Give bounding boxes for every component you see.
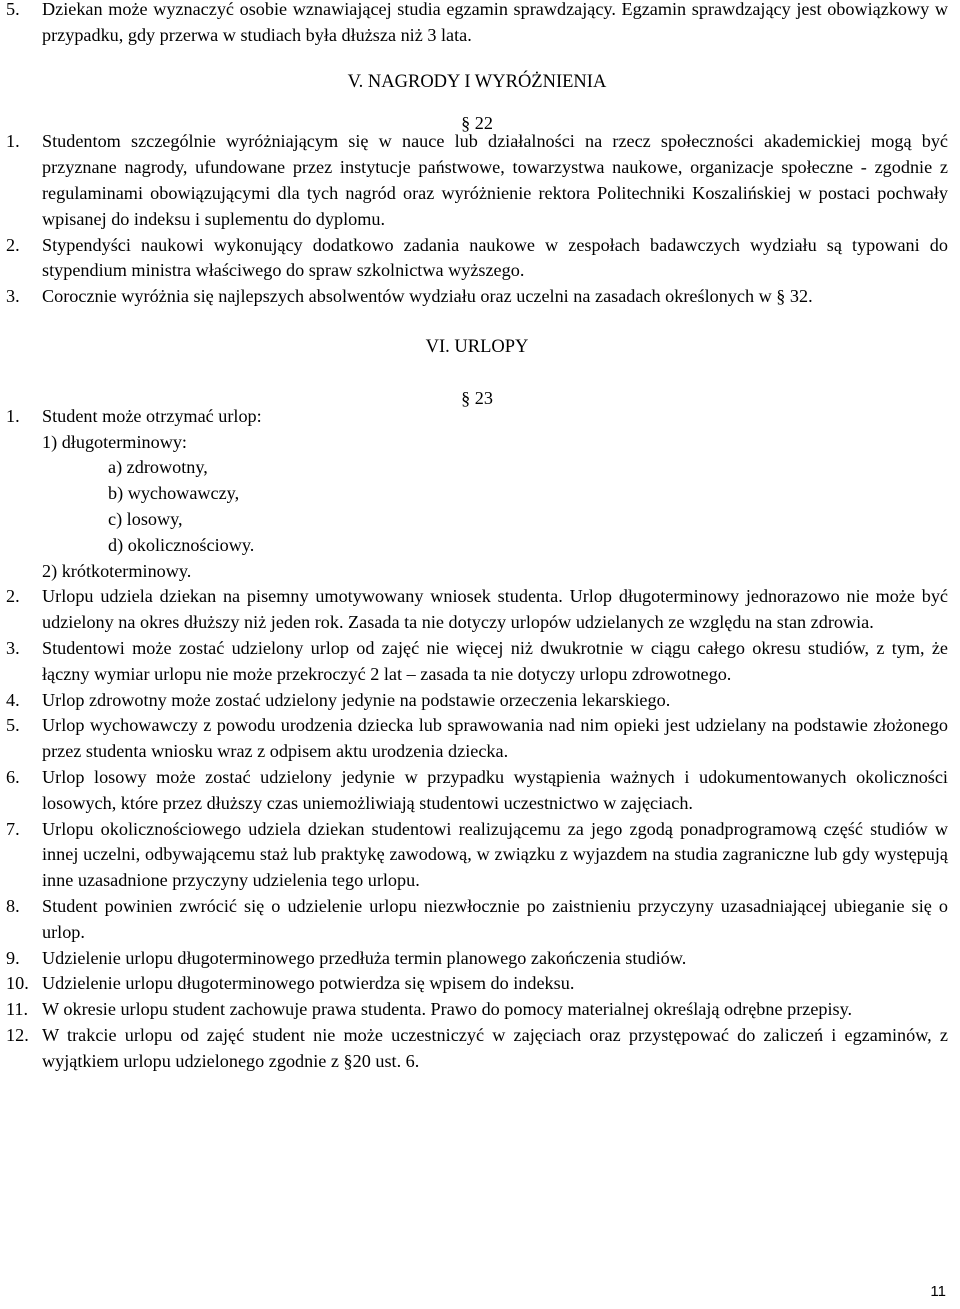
- section-vi-heading: VI. URLOPY: [425, 336, 529, 357]
- item-text: W okresie urlopu student zachowuje prawa studenta. Prawo do pomocy materialnej określają odrębne przepisy.: [42, 999, 853, 1020]
- section-v-heading: V. NAGRODY I WYRÓŻNIENIA: [347, 71, 607, 92]
- item-text: Urlopu udziela dziekan na pisemny umotywowany wniosek studenta. Urlop długoterminowy jednorazowo nie może być udzielony na okres dłuższy niż jeden rok. Zasada ta nie dotyczy urlopów udzielanych ze względu na stan zdrowia.: [42, 586, 948, 633]
- list-item: [0, 233, 948, 285]
- item-number: 6.: [6, 766, 20, 787]
- item-text: Student może otrzymać urlop:: [42, 405, 262, 426]
- item-number: 3.: [6, 637, 20, 658]
- short-term-label: 2) krótkoterminowy.: [42, 560, 192, 581]
- list-item: [0, 636, 948, 688]
- item-number: 11.: [6, 999, 29, 1020]
- item-text: Studentom szczególnie wyróżniającym się w nauce lub działalności na rzecz społeczności akademickiej mogą być przyznane nagrody, ufundowane przez instytucje państwowe, towarzystwa naukowe, organizacje społeczne - zgodnie z regulaminami obowiązującymi dla tych nagród oraz wyróżnienie rektora Politechniki Koszalińskiej w postaci pochwały wpisanej do indeksu i suplementu do dyplomu.: [42, 131, 948, 229]
- item-text: Student powinien zwrócić się o udzielenie urlopu niezwłocznie po zaistnieniu przyczyny uzasadniającej ubieganie się o urlop.: [42, 895, 948, 942]
- item-number: 7.: [6, 818, 20, 839]
- list-item: [0, 129, 948, 232]
- item-number: 2.: [6, 586, 20, 607]
- item-number: 4.: [6, 689, 20, 710]
- item-text: Dziekan może wyznaczyć osobie wznawiającej studia egzamin sprawdzający. Egzamin sprawdzający jest obowiązkowy w przypadku, gdy przerwa w studiach była dłuższa niż 3 lata.: [42, 0, 948, 45]
- leave-type: a) zdrowotny,: [108, 457, 208, 478]
- item-text: Corocznie wyróżnia się najlepszych absolwentów wydziału oraz uczelni na zasadach określonych w § 32.: [42, 286, 813, 307]
- list-item: [0, 817, 948, 894]
- item-text: W trakcie urlopu od zajęć student nie może uczestniczyć w zajęciach oraz przystępować do zaliczeń i egzaminów, z wyjątkiem urlopu udzielonego zgodnie z §20 ust. 6.: [42, 1024, 948, 1071]
- item-text: Stypendyści naukowi wykonujący dodatkowo zadania naukowe w zespołach badawczych wydziału są typowani do stypendium ministra właściwego do spraw szkolnictwa wyższego.: [42, 234, 948, 281]
- item-text: Udzielenie urlopu długoterminowego przedłuża termin planowego zakończenia studiów.: [42, 947, 687, 968]
- list-item: [0, 404, 948, 585]
- list-item: [0, 997, 948, 1023]
- list-item: [0, 713, 948, 765]
- item-text: Studentowi może zostać udzielony urlop od zajęć nie więcej niż dwukrotnie w ciągu całego okresu studiów, z tym, że łączny wymiar urlopu nie może przekroczyć 2 lat – zasada ta nie dotyczy urlopu zdrowotnego.: [42, 637, 948, 684]
- item-text: Urlop wychowawczy z powodu urodzenia dziecka lub sprawowania nad nim opieki jest udzielany na podstawie złożonego przez studenta wniosku wraz z odpisem aktu urodzenia dziecka.: [42, 715, 948, 762]
- item-text: Urlopu okolicznościowego udziela dziekan studentowi realizującemu za jego zgodą ponadprogramową część studiów w innej uczelni, odbywającemu staż lub praktykę zawodową, w związku z wyjazdem na studia zagraniczne lub gdy występują inne uzasadnione przyczyny udzielenia tego urlopu.: [42, 818, 948, 891]
- item-number: 9.: [6, 947, 20, 968]
- list-item: [0, 946, 948, 972]
- item-text: Urlop zdrowotny może zostać udzielony jedynie na podstawie orzeczenia lekarskiego.: [42, 689, 671, 710]
- list-item: [0, 971, 948, 997]
- item-number: 8.: [6, 895, 20, 916]
- intro-item: [0, 0, 948, 49]
- item-number: 5.: [6, 0, 20, 19]
- list-item: [0, 688, 948, 714]
- leave-type: c) losowy,: [108, 508, 183, 529]
- item-number: 5.: [6, 715, 20, 736]
- list-item: [0, 1023, 948, 1075]
- item-number: 10.: [6, 973, 29, 994]
- list-item: [0, 894, 948, 946]
- page-number: 11: [930, 1283, 946, 1301]
- section-vi-paragraph-mark: § 23: [461, 387, 493, 408]
- list-item: [0, 765, 948, 817]
- item-number: 3.: [6, 286, 20, 307]
- list-item: [0, 584, 948, 636]
- leave-type: d) okolicznościowy.: [108, 534, 255, 555]
- item-number: 2.: [6, 234, 20, 255]
- item-number: 12.: [6, 1024, 29, 1045]
- long-term-label: 1) długoterminowy:: [42, 431, 187, 452]
- item-number: 1.: [6, 405, 20, 426]
- item-number: 1.: [6, 131, 20, 152]
- section-v-paragraph-mark: § 22: [461, 113, 493, 134]
- item-text: Urlop losowy może zostać udzielony jedynie w przypadku wystąpienia ważnych i udokumentowanych okoliczności losowych, które przez dłuższy czas uniemożliwiają studentowi uczestnictwo w zajęciach.: [42, 766, 948, 813]
- item-text: Udzielenie urlopu długoterminowego potwierdza się wpisem do indeksu.: [42, 973, 575, 994]
- list-item: [0, 284, 948, 310]
- leave-type: b) wychowawczy,: [108, 483, 240, 504]
